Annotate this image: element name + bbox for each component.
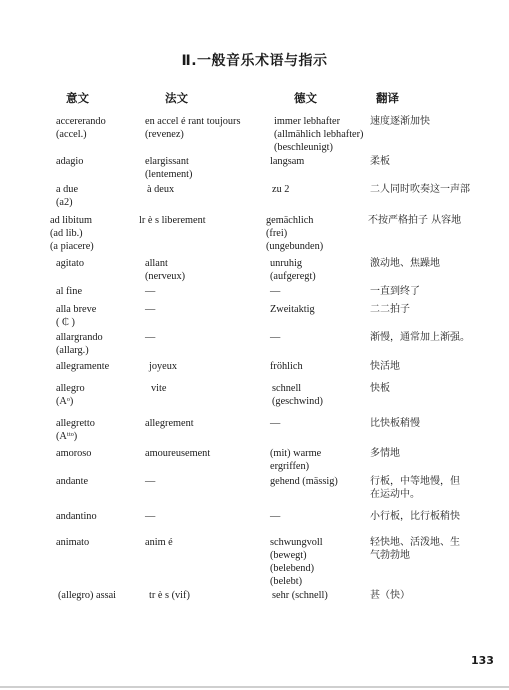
cell-french xyxy=(145,115,241,141)
cell-italian xyxy=(56,447,91,460)
cell-italian xyxy=(56,536,89,549)
cell-line: — xyxy=(145,332,156,343)
cell-translation xyxy=(370,331,470,344)
cell-line: a due xyxy=(56,184,79,195)
cell-german xyxy=(270,475,338,488)
cell-line: lr è s liberement xyxy=(139,215,206,226)
cell-translation xyxy=(370,589,410,602)
cell-translation xyxy=(370,360,400,373)
cell-italian xyxy=(58,589,116,602)
cell-line: ad libitum xyxy=(50,215,93,226)
cell-line: — xyxy=(145,476,156,487)
cell-italian xyxy=(56,475,88,488)
cell-line: andante xyxy=(56,476,89,487)
header-german: 德文 xyxy=(294,91,317,105)
cell-line: allant xyxy=(145,258,168,269)
cell-line: 轻快地、活泼地、生 xyxy=(370,537,460,548)
cell-line: ( ₵ ) xyxy=(56,317,75,328)
header-italian: 意文 xyxy=(66,91,89,105)
cell-line: à deux xyxy=(147,184,175,195)
cell-line: allegretto xyxy=(56,418,95,429)
cell-translation xyxy=(370,115,430,128)
cell-translation xyxy=(370,155,390,168)
cell-line: vite xyxy=(151,383,167,394)
cell-line: 快板 xyxy=(370,383,390,394)
cell-italian xyxy=(56,155,83,168)
cell-german xyxy=(274,115,363,154)
cell-line: immer lebhafter xyxy=(274,116,341,127)
cell-line: schnell xyxy=(272,383,302,394)
cell-italian xyxy=(56,510,97,523)
cell-translation xyxy=(370,303,410,316)
cell-line: (allarg.) xyxy=(56,345,89,356)
cell-line: 行板，中等地慢，但 xyxy=(370,476,460,487)
cell-line: 快活地 xyxy=(370,361,400,372)
cell-german xyxy=(272,382,323,408)
cell-german xyxy=(270,303,315,316)
cell-line: gehend (mässig) xyxy=(270,476,338,487)
cell-german xyxy=(270,257,316,283)
cell-french xyxy=(145,155,192,181)
cell-line: (ungebunden) xyxy=(266,241,324,252)
cell-translation xyxy=(370,536,460,562)
cell-italian xyxy=(56,115,106,141)
cell-french xyxy=(149,589,190,602)
cell-line: allegrement xyxy=(145,418,194,429)
cell-italian xyxy=(56,183,78,209)
cell-line: en accel é rant toujours xyxy=(145,116,241,127)
cell-french xyxy=(145,475,155,488)
cell-line: (Aᵒ) xyxy=(56,396,74,407)
cell-line: (revenez) xyxy=(145,129,184,140)
cell-line: (bewegt) xyxy=(270,550,307,561)
cell-italian xyxy=(50,214,94,253)
cell-line: animato xyxy=(56,537,90,548)
cell-line: (allmählich lebhafter) xyxy=(274,129,364,140)
cell-french xyxy=(149,360,177,373)
cell-line: ergriffen) xyxy=(270,461,310,472)
cell-line: 速度逐渐加快 xyxy=(370,116,430,127)
cell-translation xyxy=(370,183,470,196)
cell-line: (aufgeregt) xyxy=(270,271,316,282)
cell-line: — xyxy=(145,511,156,522)
cell-german xyxy=(270,360,303,373)
cell-line: Zweitaktig xyxy=(270,304,315,315)
cell-line: 二二拍子 xyxy=(370,304,410,315)
cell-french xyxy=(145,447,210,460)
cell-translation xyxy=(370,285,420,298)
cell-french xyxy=(145,510,155,523)
cell-italian xyxy=(56,331,103,357)
cell-translation xyxy=(368,214,461,227)
cell-line: amoureusement xyxy=(145,448,211,459)
cell-french xyxy=(145,331,155,344)
cell-french xyxy=(145,257,185,283)
cell-french xyxy=(145,536,173,549)
cell-line: 比快板稍慢 xyxy=(370,418,420,429)
cell-line: 一直到终了 xyxy=(370,286,420,297)
cell-line: amoroso xyxy=(56,448,92,459)
cell-translation xyxy=(370,447,400,460)
cell-french xyxy=(151,382,166,395)
cell-german xyxy=(270,510,280,523)
cell-line: — xyxy=(145,304,156,315)
cell-line: joyeux xyxy=(149,361,178,372)
bottom-rule xyxy=(0,686,509,688)
cell-line: allegro xyxy=(56,383,85,394)
cell-line: — xyxy=(270,332,281,343)
cell-line: (geschwind) xyxy=(272,396,323,407)
cell-line: (Aᵗᵗᵒ) xyxy=(56,431,78,442)
cell-french xyxy=(139,214,206,227)
cell-line: (ad lib.) xyxy=(50,228,83,239)
cell-german xyxy=(270,331,280,344)
cell-german xyxy=(270,155,304,168)
cell-line: 二人同时吹奏这一声部 xyxy=(370,184,470,195)
cell-line: tr è s (vif) xyxy=(149,590,190,601)
cell-line: zu 2 xyxy=(272,184,290,195)
cell-line: 柔板 xyxy=(370,156,390,167)
cell-line: (lentement) xyxy=(145,169,193,180)
cell-line: alla breve xyxy=(56,304,97,315)
cell-line: (beschleunigt) xyxy=(274,142,333,153)
cell-italian xyxy=(56,360,109,373)
cell-translation xyxy=(370,382,390,395)
cell-line: agitato xyxy=(56,258,85,269)
cell-german xyxy=(270,285,280,298)
cell-translation xyxy=(370,475,460,501)
cell-german xyxy=(270,417,280,430)
cell-line: andantino xyxy=(56,511,97,522)
cell-line: 不按严格拍子 从容地 xyxy=(368,215,462,226)
cell-german xyxy=(270,447,321,473)
cell-line: adagio xyxy=(56,156,84,167)
cell-italian xyxy=(56,257,84,270)
cell-line: (accel.) xyxy=(56,129,87,140)
cell-line: (nerveux) xyxy=(145,271,186,282)
cell-line: accererando xyxy=(56,116,106,127)
cell-line: (mit) warme xyxy=(270,448,322,459)
cell-italian xyxy=(56,382,85,408)
cell-italian xyxy=(56,285,82,298)
cell-line: (belebt) xyxy=(270,576,303,587)
cell-french xyxy=(145,303,155,316)
cell-line: 渐慢，通常加上渐强。 xyxy=(370,332,470,343)
cell-translation xyxy=(370,510,460,523)
cell-line: 甚（快） xyxy=(370,590,410,601)
cell-line: 在运动中。 xyxy=(370,489,420,500)
cell-line: allargrando xyxy=(56,332,103,343)
cell-german xyxy=(266,214,323,253)
cell-line: — xyxy=(270,286,281,297)
header-french: 法文 xyxy=(165,91,188,105)
cell-line: (frei) xyxy=(266,228,288,239)
cell-line: anim é xyxy=(145,537,173,548)
cell-translation xyxy=(370,417,420,430)
cell-french xyxy=(145,417,194,430)
cell-line: 小行板，比行板稍快 xyxy=(370,511,460,522)
cell-line: 气勃勃地 xyxy=(370,550,410,561)
cell-german xyxy=(270,536,323,588)
cell-line: elargissant xyxy=(145,156,189,167)
cell-line: (a piacere) xyxy=(50,241,94,252)
cell-line: al fine xyxy=(56,286,83,297)
cell-line: allegramente xyxy=(56,361,110,372)
cell-line: 多情地 xyxy=(370,448,400,459)
cell-line: schwungvoll xyxy=(270,537,323,548)
cell-line: fröhlich xyxy=(270,361,303,372)
header-translation: 翻译 xyxy=(376,91,399,105)
cell-translation xyxy=(370,257,440,270)
cell-line: (a2) xyxy=(56,197,73,208)
cell-line: — xyxy=(145,286,156,297)
cell-line: unruhig xyxy=(270,258,303,269)
cell-line: (belebend) xyxy=(270,563,315,574)
cell-german xyxy=(272,589,328,602)
cell-italian xyxy=(56,303,96,329)
cell-line: (allegro) assai xyxy=(58,590,117,601)
cell-line: gemächlich xyxy=(266,215,314,226)
cell-line: 激动地、焦躁地 xyxy=(370,258,440,269)
cell-italian xyxy=(56,417,95,443)
cell-german xyxy=(272,183,289,196)
cell-line: sehr (schnell) xyxy=(272,590,328,601)
cell-line: — xyxy=(270,418,281,429)
cell-french xyxy=(145,285,155,298)
cell-line: langsam xyxy=(270,156,305,167)
page-title: Ⅱ.一般音乐术语与指示 xyxy=(181,53,328,69)
cell-line: — xyxy=(270,511,281,522)
page-number: 133 xyxy=(471,654,494,667)
cell-french xyxy=(147,183,174,196)
